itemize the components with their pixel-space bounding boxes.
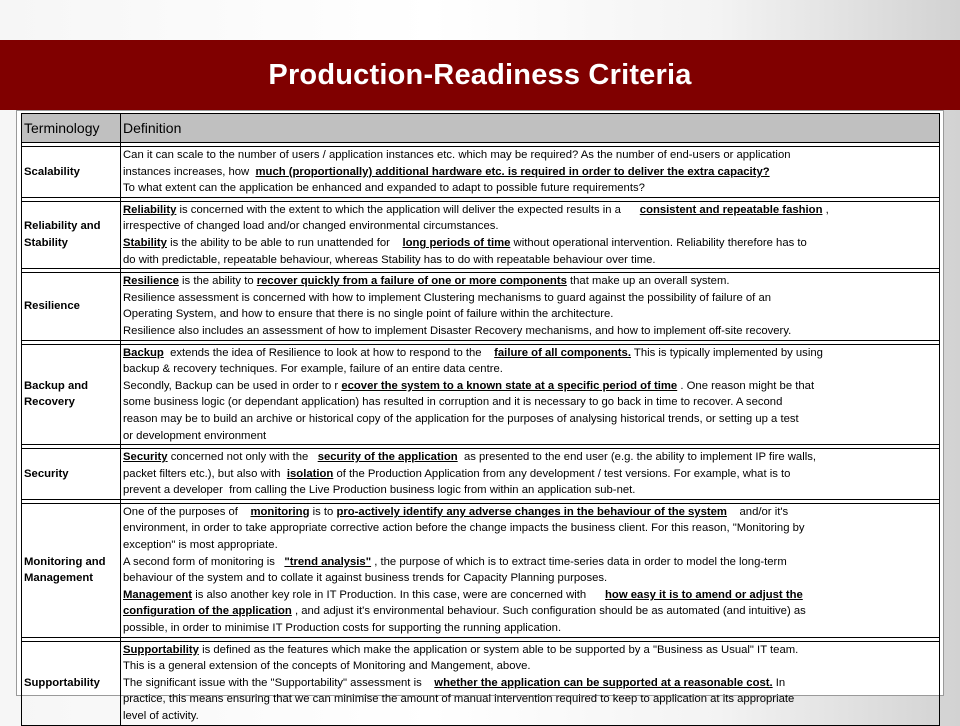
definition-line xyxy=(123,504,937,521)
table-row xyxy=(22,641,940,725)
definition-line xyxy=(123,345,937,362)
term-cell: Reliability and Stability xyxy=(22,201,121,268)
definition-line xyxy=(123,378,937,395)
definition-line xyxy=(123,323,937,340)
key-phrase: Backup xyxy=(123,346,164,359)
table-row xyxy=(22,344,940,445)
header-terminology: Terminology xyxy=(22,114,121,143)
table-row xyxy=(22,449,940,500)
definition-line xyxy=(123,658,937,675)
definition-line xyxy=(123,306,937,323)
definition-line xyxy=(123,164,937,181)
term-cell: Scalability xyxy=(22,147,121,198)
table-row xyxy=(22,503,940,637)
table-row xyxy=(22,201,940,268)
definition-text: possible, in order to minimise IT Production costs for supporting the running application. xyxy=(123,622,562,635)
key-phrase: security of the application xyxy=(317,451,458,464)
key-phrase: monitoring xyxy=(250,505,310,518)
definition-text: level of activity. xyxy=(123,710,199,722)
key-phrase: long periods of time xyxy=(402,236,511,249)
table-header-row xyxy=(22,114,940,143)
definition-text: is concerned with the extent to which the application will deliver the expected results in a xyxy=(176,203,640,216)
definition-text: To what extent can the application be enhanced and expanded to adapt to possible future requirements? xyxy=(123,182,645,195)
definition-line xyxy=(123,252,937,269)
definition-text: In xyxy=(772,676,786,689)
table-row xyxy=(22,147,940,198)
term-cell: Backup and Recovery xyxy=(22,344,121,445)
definition-line xyxy=(123,642,937,659)
slide-title: Production-Readiness Criteria xyxy=(268,58,692,91)
definition-line xyxy=(123,537,937,554)
definition-text: that make up an overall system. xyxy=(566,275,730,288)
definition-text: The significant issue with the "Supportability" assessment is xyxy=(123,676,435,689)
definition-text: instances increases, how xyxy=(123,165,256,178)
definition-line xyxy=(123,482,937,499)
definition-text: A second form of monitoring is xyxy=(123,555,285,568)
definition-line xyxy=(123,361,937,378)
definition-cell xyxy=(121,503,940,637)
definition-text: . One reason might be that xyxy=(677,379,815,392)
definition-text: extends the idea of Resilience to look at how to respond to the xyxy=(163,346,495,359)
key-phrase: Management xyxy=(123,588,193,601)
title-bar xyxy=(0,40,960,110)
definition-text: This is a general extension of the concepts of Monitoring and Mangement, above. xyxy=(123,660,531,673)
key-phrase: whether the application can be supported at a reasonable cost. xyxy=(434,676,773,689)
key-phrase: ecover the system to a known state at a specific period of time xyxy=(341,379,678,392)
key-phrase: failure of all components. xyxy=(494,346,631,359)
definition-text: is the ability to xyxy=(178,275,257,288)
key-phrase: Resilience xyxy=(123,275,179,288)
key-phrase: configuration of the application xyxy=(123,605,292,618)
definition-line xyxy=(123,708,937,725)
term-cell: Monitoring and Management xyxy=(22,503,121,637)
definition-text: is the ability to be able to run unattended for xyxy=(166,236,403,249)
definition-cell xyxy=(121,201,940,268)
definition-line xyxy=(123,587,937,604)
definition-line xyxy=(123,394,937,411)
key-phrase: how easy it is to amend or adjust the xyxy=(605,588,803,601)
definition-line xyxy=(123,202,937,219)
definition-text: One of the purposes of xyxy=(123,505,251,518)
definition-text: prevent a developer from calling the Live Production business logic from within an application sub-net. xyxy=(123,484,636,497)
table-row xyxy=(22,273,940,340)
definition-line xyxy=(123,147,937,164)
definition-cell xyxy=(121,641,940,725)
key-phrase: consistent and repeatable fashion xyxy=(639,203,823,216)
key-phrase: "trend analysis" xyxy=(284,555,372,568)
header-definition: Definition xyxy=(121,114,940,143)
definition-text: , and adjust it's environmental behaviour. Such configuration should be as automated (and intuitive) as xyxy=(291,605,806,618)
definition-text: exception" is most appropriate. xyxy=(123,539,278,552)
definition-text: reason may be to build an archive or historical copy of the application for the purposes of analysing historical trends, or setting up a test xyxy=(123,412,799,425)
key-phrase: pro-actively identify any adverse changes in the behaviour of the system xyxy=(336,505,727,518)
definition-text: some business logic (or dependant application) has resulted in corruption and it is necessary to go back in time to recover. A second xyxy=(123,396,783,409)
term-cell: Supportability xyxy=(22,641,121,725)
key-phrase: Stability xyxy=(123,236,167,249)
key-phrase: Supportability xyxy=(123,643,199,656)
key-phrase: recover quickly from a failure of one or more components xyxy=(256,275,567,288)
definition-cell xyxy=(121,344,940,445)
definition-line xyxy=(123,273,937,290)
definition-text: irrespective of changed load and/or changed environmental circumstances. xyxy=(123,220,499,233)
term-cell: Security xyxy=(22,449,121,500)
key-phrase: much (proportionally) additional hardware etc. is required in order to deliver the extra capacity? xyxy=(255,165,770,178)
definition-text: is defined as the features which make the application or system able to be supported by a "Business as Usual" IT team. xyxy=(198,643,799,656)
definition-text: This is typically implemented by using xyxy=(630,346,823,359)
term-cell: Resilience xyxy=(22,273,121,340)
definition-line xyxy=(123,620,937,637)
definition-text: backup & recovery techniques. For example, failure of an entire data centre. xyxy=(123,363,503,376)
definition-text: of the Production Application from any development / test versions. For example, what is to xyxy=(333,467,791,480)
definition-text: , xyxy=(822,203,829,216)
definition-text: do with predictable, repeatable behaviour, whereas Stability has to do with repeatable behaviour over time. xyxy=(123,253,656,266)
definition-cell xyxy=(121,273,940,340)
definition-line xyxy=(123,570,937,587)
definition-cell xyxy=(121,147,940,198)
definition-text: practice, this means ensuring that we can minimise the amount of manual intervention required to keep to application at its appropriate xyxy=(123,693,795,706)
definition-text: Secondly, Backup can be used in order to r xyxy=(123,379,342,392)
key-phrase: Reliability xyxy=(123,203,177,216)
key-phrase: isolation xyxy=(286,467,334,480)
definition-text: environment, in order to take appropriate corrective action before the change impacts the business client. For this reason, "Monitoring by xyxy=(123,522,805,535)
definition-cell xyxy=(121,449,940,500)
definition-line xyxy=(123,449,937,466)
definition-text: is also another key role in IT Production. In this case, were are concerned with xyxy=(192,588,606,601)
definition-text: as presented to the end user (e.g. the ability to implement IP fire walls, xyxy=(457,451,817,464)
table-body xyxy=(22,143,940,726)
definition-line xyxy=(123,466,937,483)
definition-line xyxy=(123,428,937,445)
definition-line xyxy=(123,520,937,537)
definition-line xyxy=(123,235,937,252)
definition-line xyxy=(123,218,937,235)
definition-line xyxy=(123,603,937,620)
definition-text: and/or it's xyxy=(726,505,789,518)
definition-line xyxy=(123,180,937,197)
definition-text: is to xyxy=(309,505,337,518)
definition-text: without operational intervention. Reliability therefore has to xyxy=(510,236,807,249)
criteria-table xyxy=(21,113,940,726)
definition-text: concerned not only with the xyxy=(167,451,318,464)
definition-text: , the purpose of which is to extract time-series data in order to model the long-term xyxy=(371,555,787,568)
definition-line xyxy=(123,411,937,428)
definition-line xyxy=(123,554,937,571)
definition-text: Resilience also includes an assessment of how to implement Disaster Recovery mechanisms, and how to implement off-site recovery. xyxy=(123,324,792,337)
definition-line xyxy=(123,675,937,692)
key-phrase: Security xyxy=(123,451,168,464)
definition-text: packet filters etc.), but also with xyxy=(123,467,287,480)
document-area xyxy=(16,110,944,722)
definition-line xyxy=(123,691,937,708)
definition-line xyxy=(123,290,937,307)
definition-text: behaviour of the system and to collate it against business trends for Capacity Planning purposes. xyxy=(123,572,608,585)
definition-text: Can it can scale to the number of users / application instances etc. which may be required? As the number of end-users or application xyxy=(123,149,791,161)
definition-text: Operating System, and how to ensure that there is no single point of failure within the architecture. xyxy=(123,308,614,321)
definition-text: or development environment xyxy=(123,429,267,442)
definition-text: Resilience assessment is concerned with how to implement Clustering mechanisms to guard against the possibility of failure of an xyxy=(123,291,772,304)
